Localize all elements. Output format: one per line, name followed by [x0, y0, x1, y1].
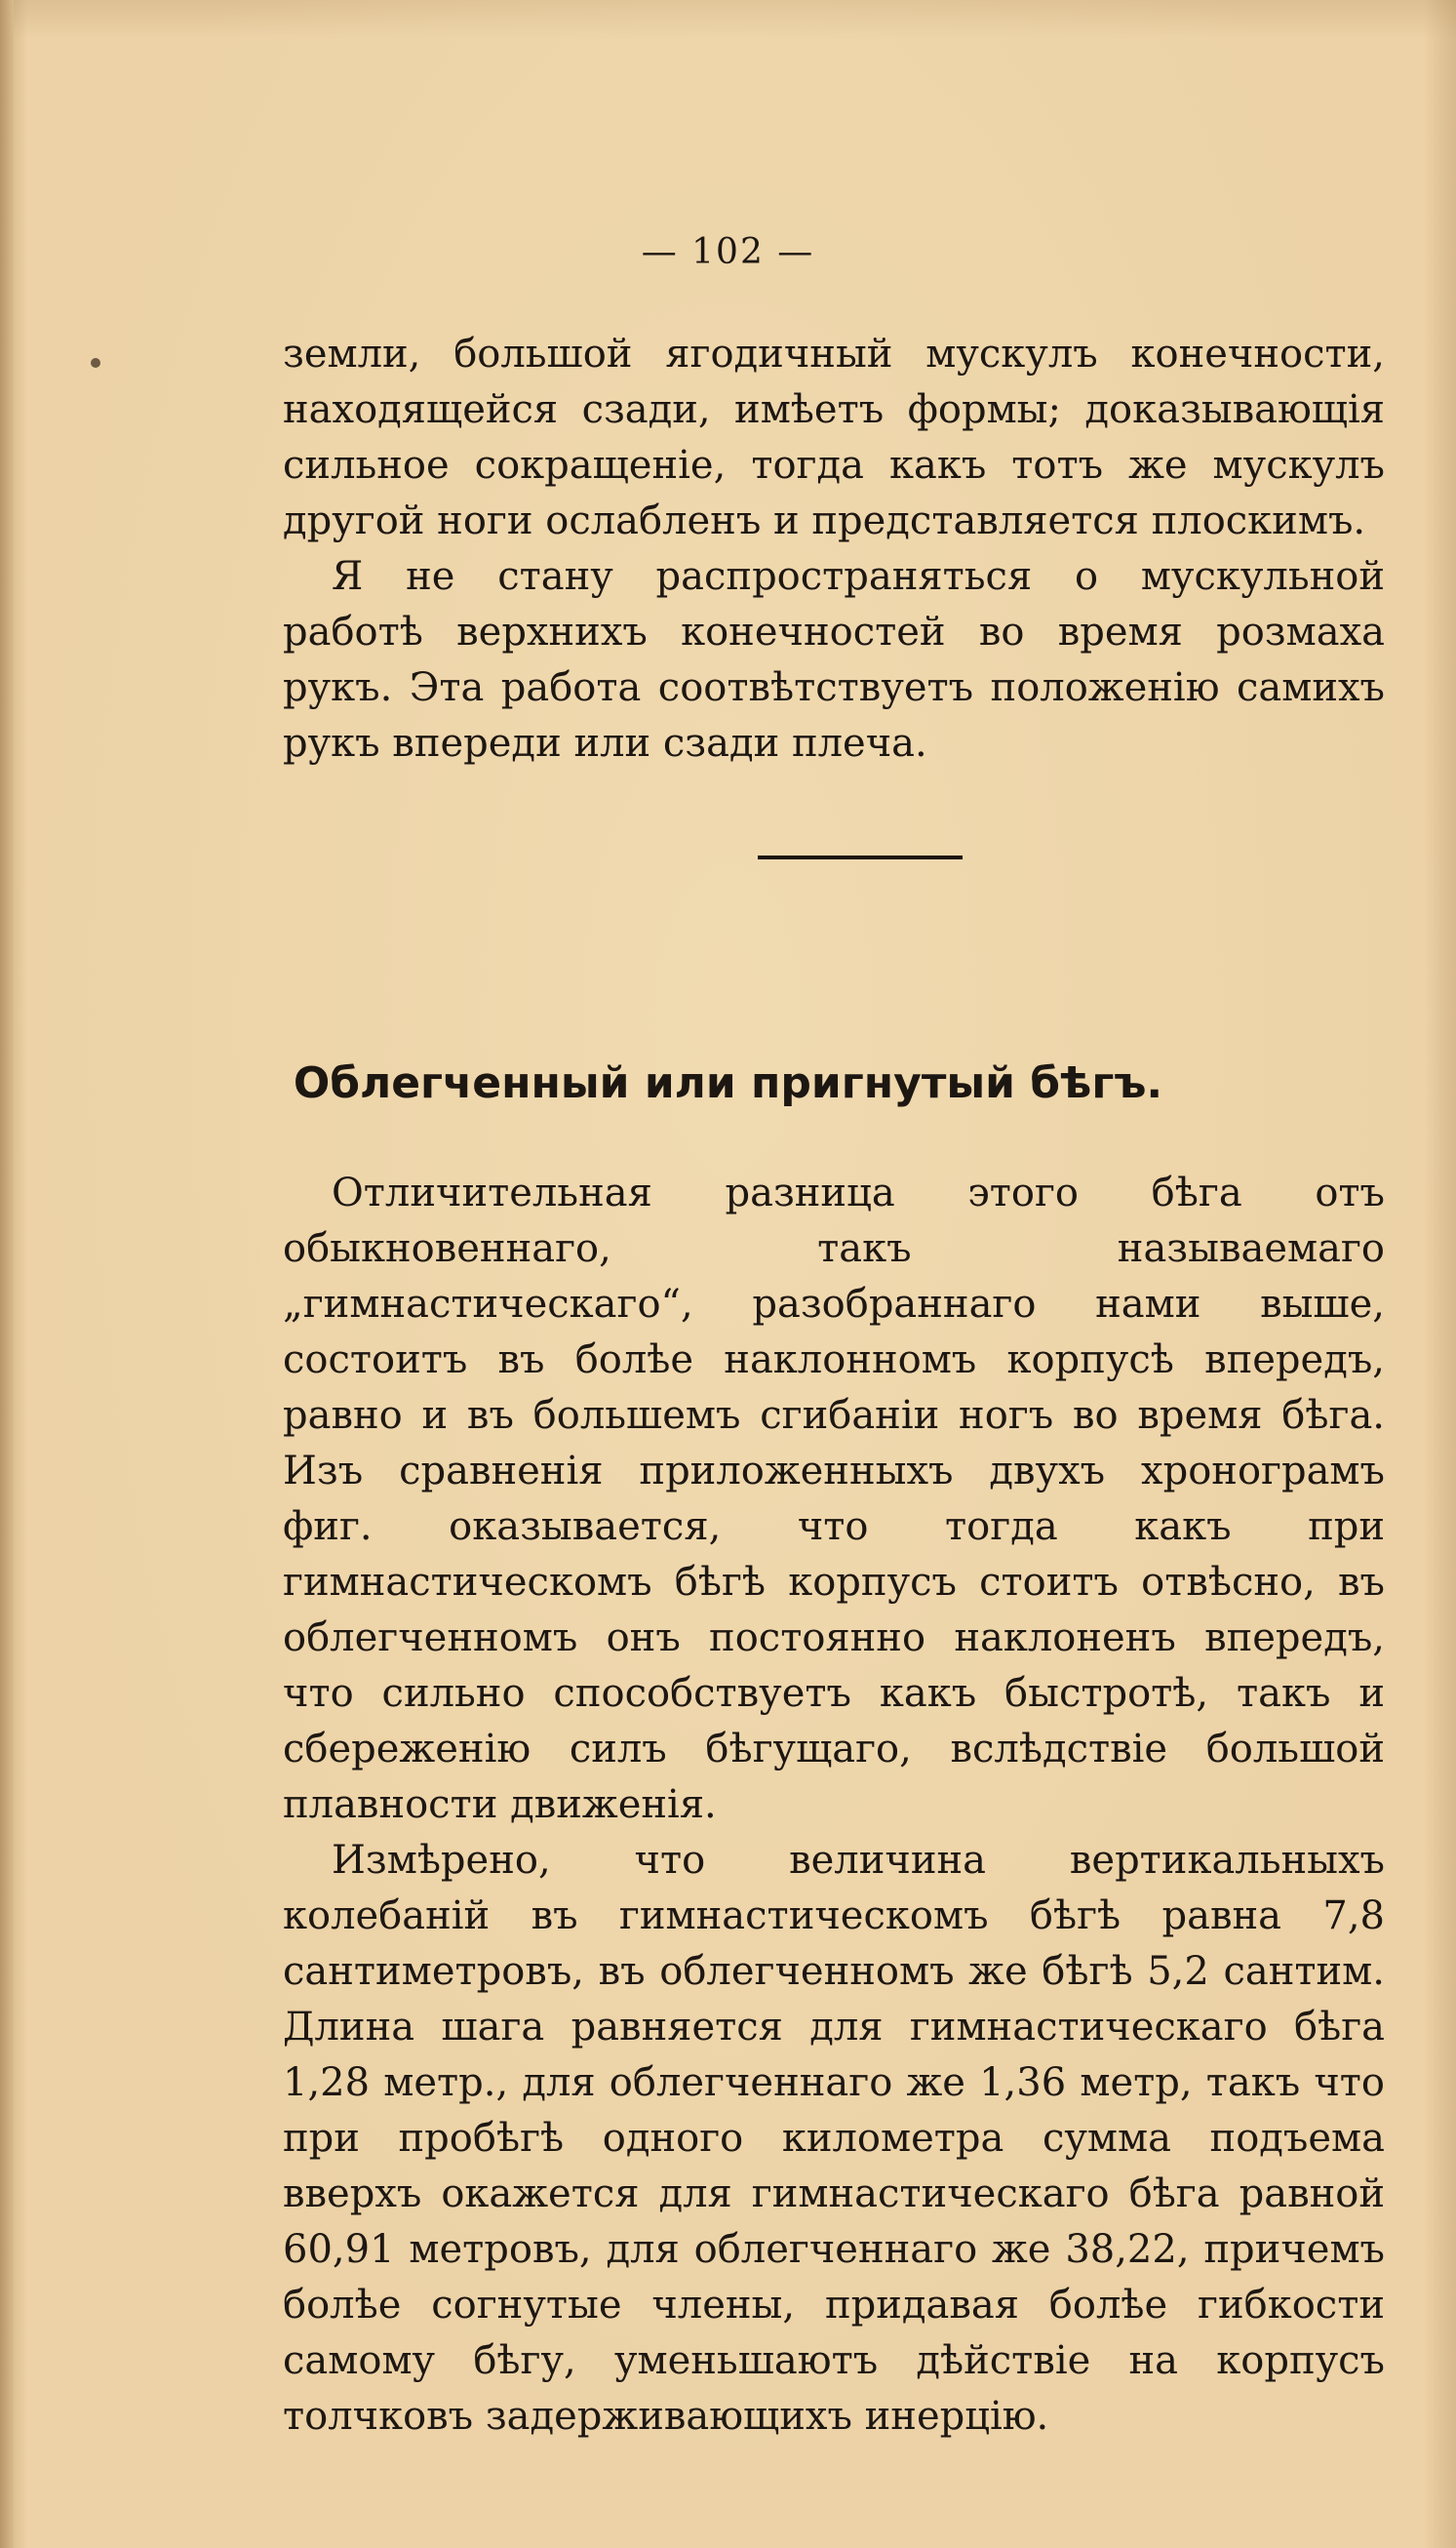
top-text-block	[283, 327, 1385, 772]
page-binding-edge	[0, 0, 14, 2548]
paragraph-measurements: Измѣрено, что величина вертикальныхъ колебаній въ гимнастическомъ бѣгѣ равна 7,8 сантиметровъ, въ облегченномъ же бѣгѣ 5,2 сантим. Длина шага равняется для гимнастическаго бѣга 1,28 метр., для облегченнаго же 1,36 метр, такъ что при пробѣгѣ одного километра сумма подъема вверхъ окажется для гимнастическаго бѣга равной 60,91 метровъ, для облегченнаго же 38,22, причемъ болѣе согнутые члены, придавая болѣе гибкости самому бѣгу, уменьшаютъ дѣйствіе на корпусъ толчковъ задерживающихъ инерцію.	[283, 1838, 1385, 2439]
paragraph-upper-limbs: Я не стану распространяться о мускульной работѣ верхнихъ конечностей во время розмаха рукъ. Эта работа соотвѣтствуетъ положенію самихъ рукъ впереди или сзади плеча.	[283, 554, 1385, 766]
section-text-block	[283, 1166, 1385, 2445]
section-heading: Облегченный или пригнутый бѣгъ.	[293, 1058, 1163, 1108]
page-number: — 102 —	[641, 232, 815, 272]
ink-speck	[91, 358, 100, 368]
section-divider	[758, 856, 963, 859]
paragraph-continuation: земли, большой ягодичный мускулъ конечности, находящейся сзади, имѣетъ формы; доказывающія сильное сокращеніе, тогда какъ тотъ же мускулъ другой ноги ослабленъ и представляется плоскимъ.	[283, 332, 1385, 543]
paragraph-difference: Отличительная разница этого бѣга отъ обыкновеннаго, такъ называемаго „гимнастическаго“, разобраннаго нами выше, состоитъ въ болѣе наклонномъ корпусѣ впередъ, равно и въ большемъ сгибаніи ногъ во время бѣга. Изъ сравненія приложенныхъ двухъ хронограмъ фиг. оказывается, что тогда какъ при гимнастическомъ бѣгѣ корпусъ стоитъ отвѣсно, въ облегченномъ онъ постоянно наклоненъ впередъ, что сильно способствуетъ какъ быстротѣ, такъ и сбереженію силъ бѣгущаго, вслѣдствіе большой плавности движенія.	[283, 1171, 1385, 1827]
